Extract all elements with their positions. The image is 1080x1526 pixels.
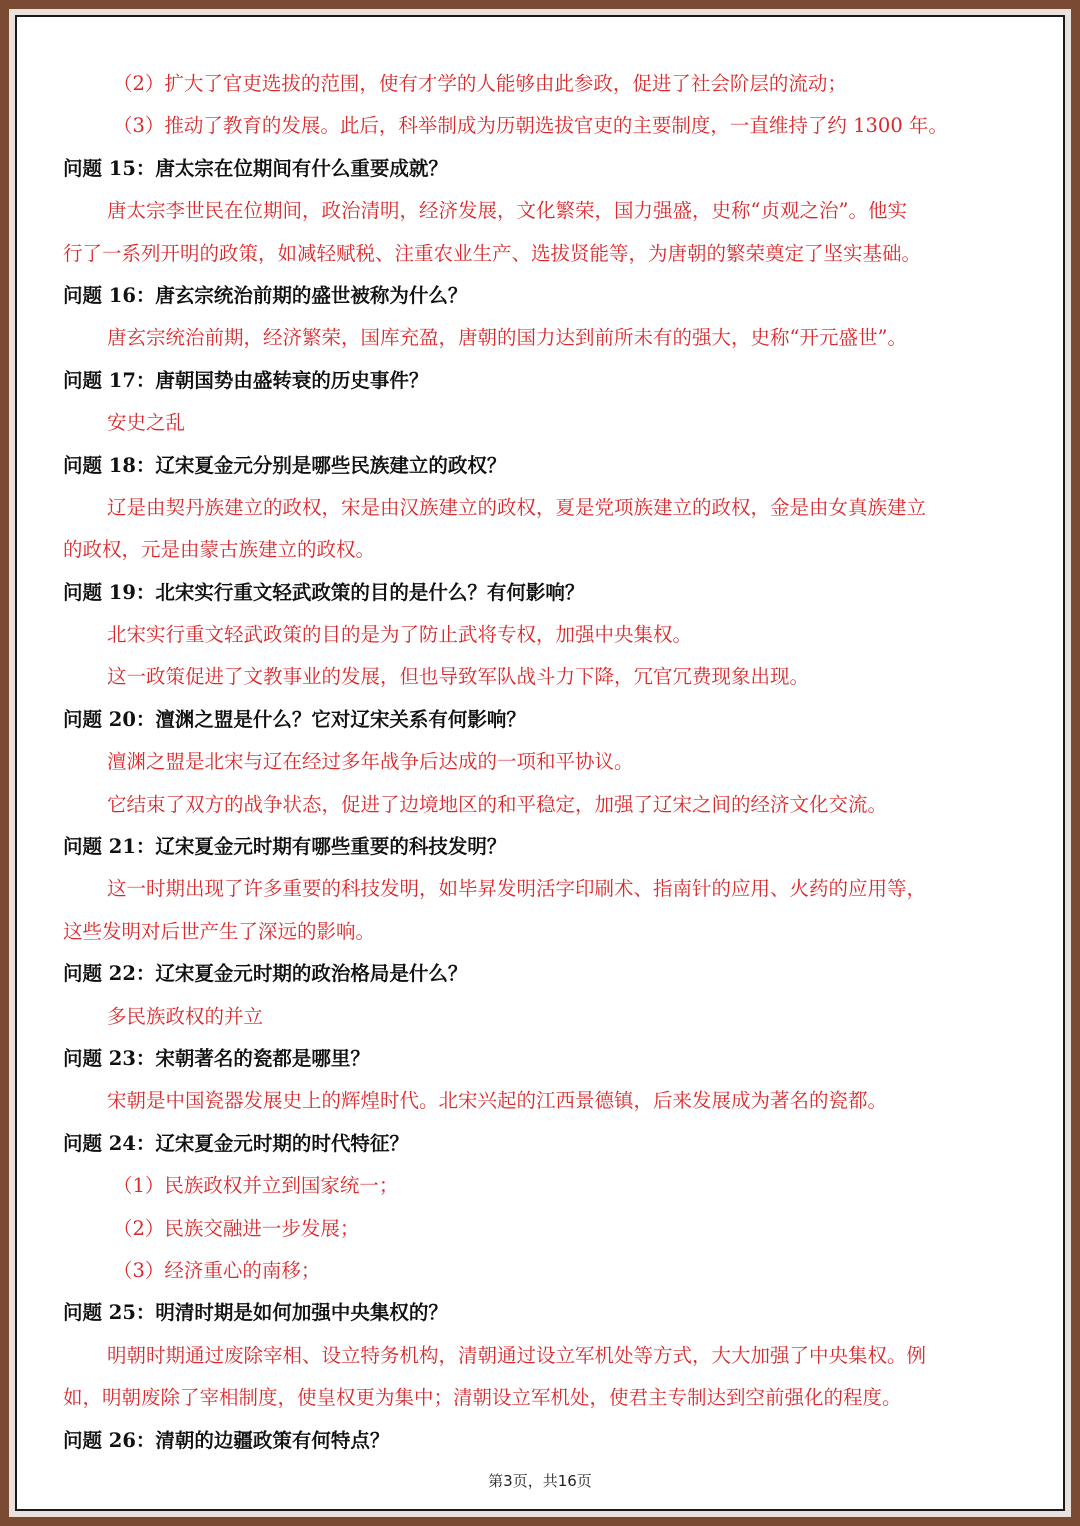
question-heading: 问题 25：明清时期是如何加强中央集权的？ bbox=[63, 1301, 448, 1325]
answer-text: （1）民族政权并立到国家统一； bbox=[113, 1174, 399, 1198]
answer-text: 辽是由契丹族建立的政权，宋是由汉族建立的政权，夏是党项族建立的政权，金是由女真族建立 bbox=[107, 495, 927, 519]
question-heading: 问题 23：宋朝著名的瓷都是哪里？ bbox=[63, 1046, 370, 1070]
page-frame-mid bbox=[9, 9, 1071, 1517]
question-heading: 问题 24：辽宋夏金元时期的时代特征？ bbox=[63, 1131, 409, 1155]
answer-text: （2）民族交融进一步发展； bbox=[113, 1216, 360, 1240]
answer-text: 如，明朝废除了宰相制度，使皇权更为集中；清朝设立军机处，使君主专制达到空前强化的程度。 bbox=[63, 1386, 902, 1410]
answer-text: （3）推动了教育的发展。此后，科举制成为历朝选拔官吏的主要制度，一直维持了约 1300 年。 bbox=[113, 114, 948, 138]
question-heading: 问题 17：唐朝国势由盛转衰的历史事件？ bbox=[63, 368, 429, 392]
answer-text: 它结束了双方的战争状态，促进了边境地区的和平稳定，加强了辽宋之间的经济文化交流。 bbox=[107, 792, 888, 816]
answer-text: 这一政策促进了文教事业的发展，但也导致军队战斗力下降，冗官冗费现象出现。 bbox=[107, 665, 810, 689]
question-heading: 问题 15：唐太宗在位期间有什么重要成就？ bbox=[63, 156, 448, 180]
answer-text: 行了一系列开明的政策，如减轻赋税、注重农业生产、选拔贤能等，为唐朝的繁荣奠定了坚实基础。 bbox=[63, 241, 922, 265]
answer-text: 安史之乱 bbox=[107, 411, 186, 435]
question-heading: 问题 20：澶渊之盟是什么？它对辽宋关系有何影响？ bbox=[63, 707, 526, 731]
question-heading: 问题 21：辽宋夏金元时期有哪些重要的科技发明？ bbox=[63, 835, 507, 859]
question-heading: 问题 26：清朝的边疆政策有何特点？ bbox=[63, 1428, 390, 1452]
question-heading: 问题 16：唐玄宗统治前期的盛世被称为什么？ bbox=[63, 283, 468, 307]
answer-text: （3）经济重心的南移； bbox=[113, 1258, 321, 1282]
question-heading: 问题 22：辽宋夏金元时期的政治格局是什么？ bbox=[63, 962, 468, 986]
answer-text: 澶渊之盟是北宋与辽在经过多年战争后达成的一项和平协议。 bbox=[107, 750, 634, 774]
page-footer: 第3页，共16页 bbox=[488, 1472, 592, 1490]
answer-text: 唐玄宗统治前期，经济繁荣，国库充盈，唐朝的国力达到前所未有的强大，史称“开元盛世”。 bbox=[107, 326, 907, 350]
question-heading: 问题 18：辽宋夏金元分别是哪些民族建立的政权？ bbox=[63, 453, 507, 477]
question-heading: 问题 19：北宋实行重文轻武政策的目的是什么？有何影响？ bbox=[63, 580, 585, 604]
answer-text: 唐太宗李世民在位期间，政治清明，经济发展，文化繁荣，国力强盛，史称“贞观之治”。他实 bbox=[107, 199, 907, 223]
answer-text: 明朝时期通过废除宰相、设立特务机构，清朝通过设立军机处等方式，大大加强了中央集权。例 bbox=[107, 1343, 927, 1367]
answer-text: 这一时期出现了许多重要的科技发明，如毕昇发明活字印刷术、指南针的应用、火药的应用等， bbox=[107, 877, 927, 901]
answer-text: （2）扩大了官吏选拔的范围，使有才学的人能够由此参政，促进了社会阶层的流动； bbox=[113, 72, 847, 95]
page bbox=[15, 15, 1065, 1511]
answer-text: 多民族政权的并立 bbox=[107, 1004, 264, 1028]
answer-text: 这些发明对后世产生了深远的影响。 bbox=[63, 919, 376, 943]
answer-text: 的政权，元是由蒙古族建立的政权。 bbox=[63, 538, 376, 562]
answer-text: 北宋实行重文轻武政策的目的是为了防止武将专权，加强中央集权。 bbox=[107, 623, 693, 647]
answer-text: 宋朝是中国瓷器发展史上的辉煌时代。北宋兴起的江西景德镇，后来发展成为著名的瓷都。 bbox=[107, 1089, 888, 1113]
document-body bbox=[63, 63, 1021, 1462]
